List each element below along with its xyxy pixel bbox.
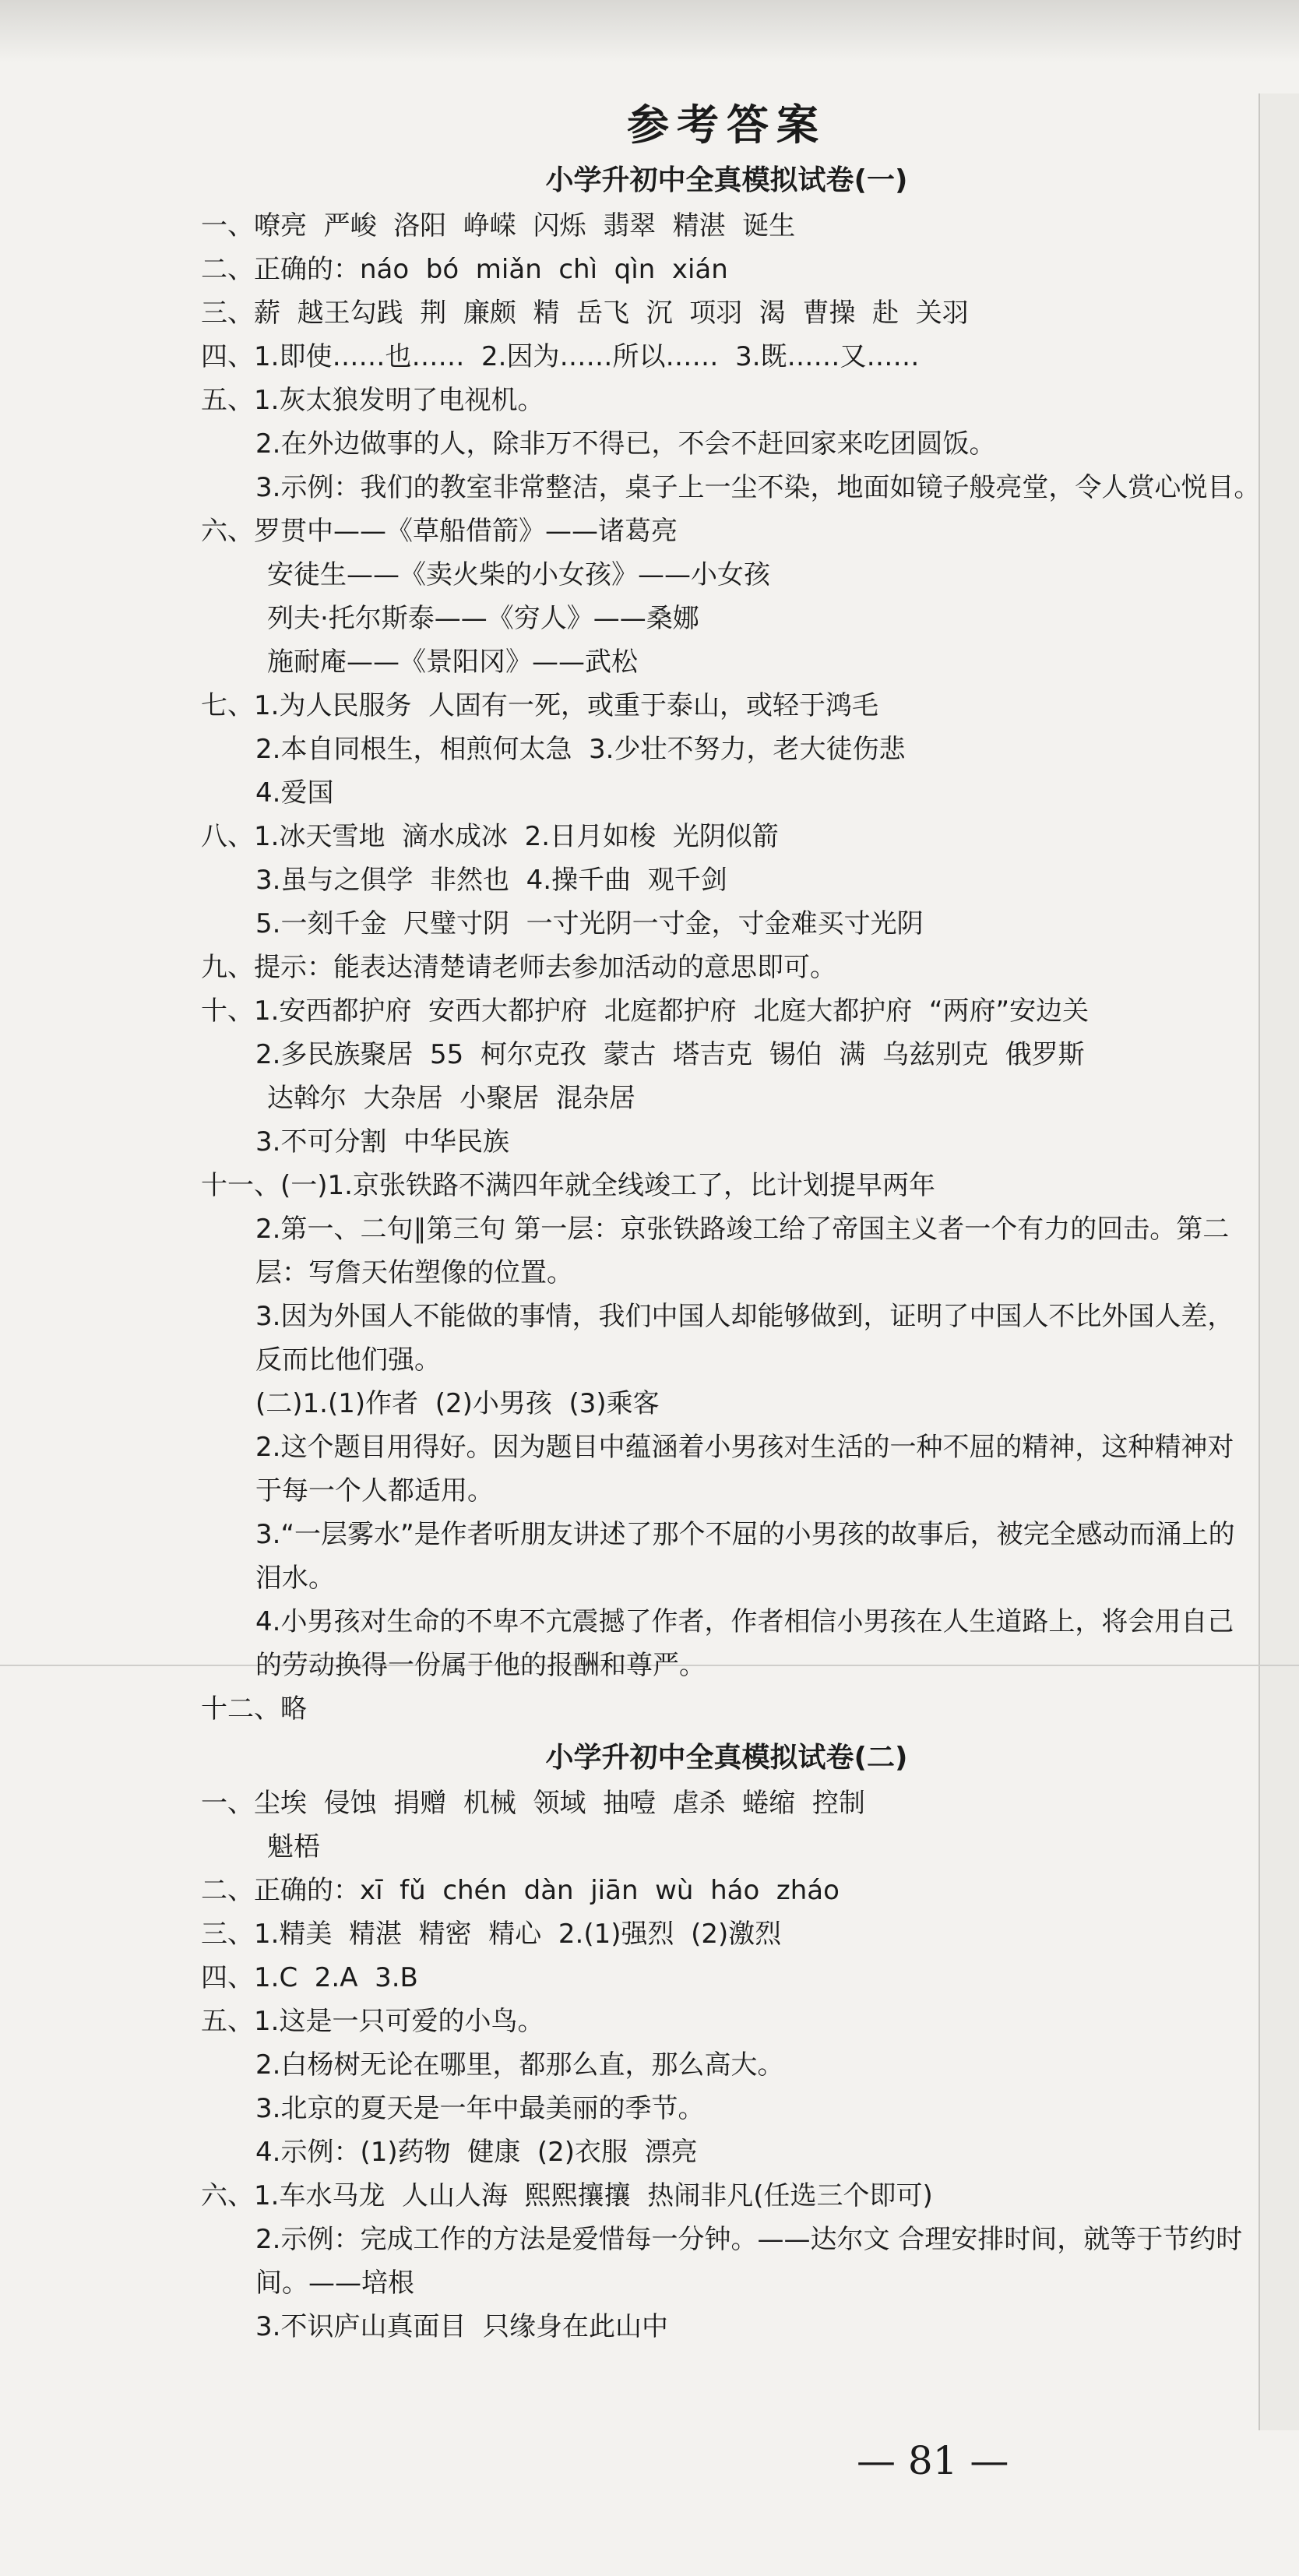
- exam1-q5-1: 五、1.灰太狼发明了电视机。: [201, 385, 544, 416]
- exam2-q1-2: 魁梧: [267, 1831, 320, 1862]
- exam1-q7-3: 4.爱国: [255, 777, 334, 809]
- exam1-q2: 二、正确的：náo bó miǎn chì qìn xián: [201, 254, 728, 285]
- exam1-q4: 四、1.即使……也…… 2.因为……所以…… 3.既……又……: [201, 341, 920, 372]
- scan-right-edge: [1259, 93, 1299, 2430]
- exam1-q10-1: 十、1.安西都护府 安西大都护府 北庭都护府 北庭大都护府 “两府”安边关: [201, 996, 1090, 1027]
- exam2-q5-2: 2.白杨树无论在哪里，都那么直，那么高大。: [255, 2049, 784, 2081]
- exam2-q3: 三、1.精美 精湛 精密 精心 2.(1)强烈 (2)激烈: [201, 1919, 782, 1950]
- exam2-q1-1: 一、尘埃 侵蚀 捐赠 机械 领域 抽噎 虐杀 蜷缩 控制: [201, 1788, 865, 1819]
- exam2-q4: 四、1.C 2.A 3.B: [201, 1962, 418, 1993]
- exam1-q6-4: 施耐庵——《景阳冈》——武松: [267, 647, 638, 678]
- exam1-q6-1: 六、罗贯中——《草船借箭》——诸葛亮: [201, 516, 678, 547]
- exam2-q6-2: 2.示例：完成工作的方法是爱惜每一分钟。——达尔文 合理安排时间，就等于节约时间。——培根: [255, 2224, 1243, 2299]
- exam2-q5-1: 五、1.这是一只可爱的小鸟。: [201, 2006, 544, 2037]
- answer-page: [201, 92, 1261, 2349]
- exam1-q9: 九、提示：能表达清楚请老师去参加活动的意思即可。: [201, 952, 836, 983]
- exam2-title: 小学升初中全真模拟试卷(二): [545, 1742, 908, 1774]
- exam1-q11-7: 4.小男孩对生命的不卑不亢震撼了作者，作者相信小男孩在人生道路上，将会用自己的劳动换得一份属于他的报酬和尊严。: [255, 1606, 1234, 1681]
- exam1-q5-2: 2.在外边做事的人，除非万不得已，不会不赶回家来吃团圆饭。: [255, 428, 996, 460]
- exam2-q2: 二、正确的：xī fǔ chén dàn jiān wù háo zháo: [201, 1875, 840, 1906]
- page-title: 参考答案: [627, 100, 826, 150]
- exam1-q7-1: 七、1.为人民服务 人固有一死，或重于泰山，或轻于鸿毛: [201, 690, 879, 721]
- exam1-q11-2: 2.第一、二句∥第三句 第一层：京张铁路竣工给了帝国主义者一个有力的回击。第二层：写詹天佑塑像的位置。: [255, 1214, 1230, 1288]
- page-number: — 81 —: [857, 2438, 1009, 2483]
- exam1-q10-2: 2.多民族聚居 55 柯尔克孜 蒙古 塔吉克 锡伯 满 乌兹别克 俄罗斯: [255, 1039, 1085, 1070]
- exam1-title: 小学升初中全真模拟试卷(一): [545, 164, 908, 196]
- exam1-q11-6: 3.“一层雾水”是作者听朋友讲述了那个不屈的小男孩的故事后，被完全感动而涌上的泪水。: [255, 1519, 1235, 1594]
- exam2-q5-4: 4.示例：(1)药物 健康 (2)衣服 漂亮: [255, 2137, 698, 2168]
- exam1-q12: 十二、略: [201, 1693, 307, 1725]
- exam1-q1: 一、嘹亮 严峻 洛阳 峥嵘 闪烁 翡翠 精湛 诞生: [201, 210, 796, 241]
- exam1-q11-1: 十一、(一)1.京张铁路不满四年就全线竣工了，比计划提早两年: [201, 1170, 935, 1201]
- exam1-q8-3: 5.一刻千金 尺璧寸阴 一寸光阴一寸金，寸金难买寸光阴: [255, 908, 924, 939]
- exam1-q11-3: 3.因为外国人不能做的事情，我们中国人却能够做到，证明了中国人不比外国人差，反而比他们强。: [255, 1301, 1234, 1376]
- scan-top-shadow: [0, 0, 1299, 62]
- exam1-q8-2: 3.虽与之俱学 非然也 4.操千曲 观千剑: [255, 865, 727, 896]
- exam2-q5-3: 3.北京的夏天是一年中最美丽的季节。: [255, 2093, 705, 2124]
- exam1-q3: 三、薪 越王勾践 荆 廉颇 精 岳飞 沉 项羽 渴 曹操 赴 关羽: [201, 298, 969, 329]
- exam1-q11-4: (二)1.(1)作者 (2)小男孩 (3)乘客: [255, 1388, 660, 1419]
- exam2-q6-3: 3.不识庐山真面目 只缘身在此山中: [255, 2311, 669, 2342]
- exam1-q10-3: 达斡尔 大杂居 小聚居 混杂居: [267, 1083, 635, 1114]
- exam2-q6-1: 六、1.车水马龙 人山人海 熙熙攘攘 热闹非凡(任选三个即可): [201, 2180, 933, 2211]
- exam1-q11-5: 2.这个题目用得好。因为题目中蕴涵着小男孩对生活的一种不屈的精神，这种精神对于每一个人都适用。: [255, 1432, 1234, 1506]
- exam1-q10-4: 3.不可分割 中华民族: [255, 1126, 510, 1158]
- exam1-q6-2: 安徒生——《卖火柴的小女孩》——小女孩: [267, 559, 770, 590]
- exam1-q8-1: 八、1.冰天雪地 滴水成冰 2.日月如梭 光阴似箭: [201, 821, 779, 852]
- exam1-q5-3: 3.示例：我们的教室非常整洁，桌子上一尘不染，地面如镜子般亮堂，令人赏心悦目。: [255, 472, 1261, 503]
- exam1-q6-3: 列夫·托尔斯泰——《穷人》——桑娜: [267, 603, 699, 634]
- exam1-q7-2: 2.本自同根生，相煎何太急 3.少壮不努力，老大徒伤悲: [255, 734, 906, 765]
